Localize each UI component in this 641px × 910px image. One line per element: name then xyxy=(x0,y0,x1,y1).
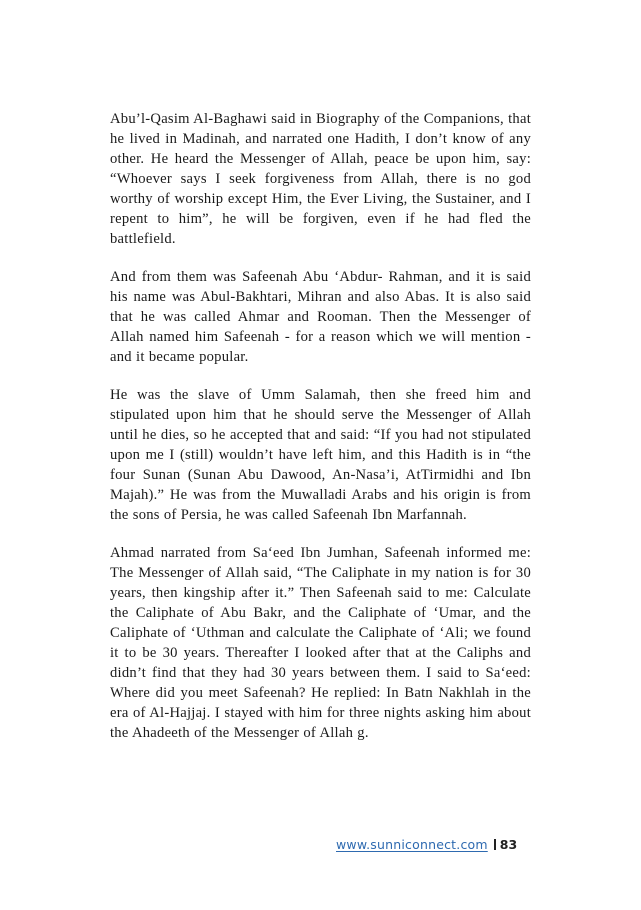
paragraph-caliphate: Ahmad narrated from Sa‘eed Ibn Jumhan, Safeenah informed me: The Messenger of Allah said, “The Caliphate in my nation is for 30 years, then kingship after it.” Then Safeenah said to me: Calculate the Caliphate of Abu Bakr, and the Caliphate of ‘Umar, and the Caliphate of ‘Uthman and calculate the Caliphate of ‘Ali; we found it to be 30 years. Thereafter I looked after that at the Caliphs and didn’t find that they had 30 years between them. I said to Sa‘eed: Where did you meet Safeenah? He replied: In Batn Nakhlah in the era of Al-Hajjaj. I stayed with him for three nights asking him about the Ahadeeth of the Messenger of Allah g. xyxy=(110,545,531,741)
page-footer xyxy=(336,836,517,854)
paragraph-baghawi: Abu’l-Qasim Al-Baghawi said in Biography of the Companions, that he lived in Madinah, and narrated one Hadith, I don’t know of any other. He heard the Messenger of Allah, peace be upon him, say: “Whoever says I seek forgiveness from Allah, there is no god worthy of worship except Him, the Ever Living, the Sustainer, and I repent to him”, he will be forgiven, even if he had fled the battlefield. xyxy=(110,111,531,247)
footer-separator xyxy=(494,839,496,850)
paragraph-umm-salamah: He was the slave of Umm Salamah, then she freed him and stipulated upon him that he should serve the Messenger of Allah until he dies, so he accepted that and said: “If you had not stipulated upon me I (still) wouldn’t have left him, and this Hadith is in “the four Sunan (Sunan Abu Dawood, An-Nasa’i, AtTirmidhi and Ibn Majah).” He was from the Muwalladi Arabs and his origin is from the sons of Persia, he was called Safeenah Ibn Marfannah. xyxy=(110,387,531,523)
body-text xyxy=(110,109,531,761)
page-number: 83 xyxy=(499,837,518,852)
website-link[interactable]: www.sunniconnect.com xyxy=(336,837,488,852)
paragraph-safeenah-names: And from them was Safeenah Abu ‘Abdur- Rahman, and it is said his name was Abul-Bakhtari, Mihran and also Abas. It is also said that he was called Ahmar and Rooman. Then the Messenger of Allah named him Safeenah - for a reason which we will mention - and it became popular. xyxy=(110,269,531,365)
